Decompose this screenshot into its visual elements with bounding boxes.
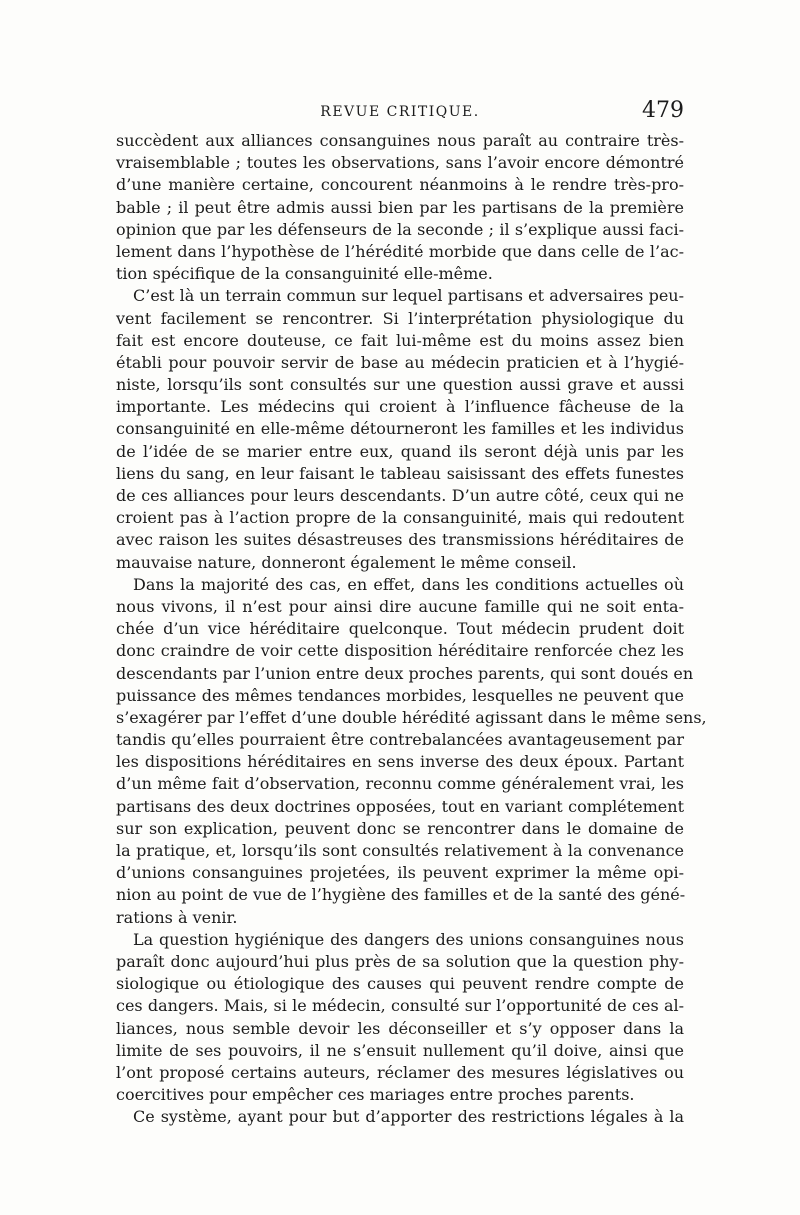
- text-line: avec raison les suites désastreuses des transmissions héréditaires de: [116, 530, 684, 550]
- text-line: fait est encore douteuse, ce fait lui-même est du moins assez bien: [116, 330, 684, 350]
- text-line: nion au point de vue de l’hygiène des familles et de la santé des géné-: [116, 885, 686, 905]
- text-line: niste, lorsqu’ils sont consultés sur une question aussi grave et aussi: [116, 375, 684, 395]
- text-line: La question hygiénique des dangers des unions consanguines nous: [133, 929, 684, 949]
- text-line: s’exagérer par l’effet d’une double hérédité agissant dans le même sens,: [116, 707, 707, 727]
- text-line: mauvaise nature, donneront également le même conseil.: [116, 552, 577, 572]
- text-line: ces dangers. Mais, si le médecin, consulté sur l’opportunité de ces al-: [116, 996, 684, 1016]
- text-line: tion spécifique de la consanguinité elle-même.: [116, 264, 493, 284]
- text-line: partisans des deux doctrines opposées, tout en variant complétement: [116, 796, 684, 816]
- text-line: vraisemblable ; toutes les observations, sans l’avoir encore démontré: [116, 153, 684, 173]
- text-line: les dispositions héréditaires en sens inverse des deux époux. Partant: [116, 752, 684, 772]
- text-line: croient pas à l’action propre de la consanguinité, mais qui redoutent: [116, 508, 684, 528]
- text-line: descendants par l’union entre deux proches parents, qui sont doués en: [116, 663, 694, 683]
- text-line: C’est là un terrain commun sur lequel partisans et adversaires peu-: [133, 286, 684, 306]
- running-head-title: REVUE CRITIQUE.: [320, 104, 480, 120]
- text-line: donc craindre de voir cette disposition héréditaire renforcée chez les: [116, 641, 684, 661]
- text-line: la pratique, et, lorsqu’ils sont consultés relativement à la convenance: [116, 841, 684, 860]
- text-line: vent facilement se rencontrer. Si l’interprétation physiologique du: [116, 308, 684, 328]
- text-line: liances, nous semble devoir les déconseiller et s’y opposer dans la: [116, 1018, 684, 1038]
- text-line: importante. Les médecins qui croient à l’influence fâcheuse de la: [116, 397, 684, 417]
- text-line: nous vivons, il n’est pour ainsi dire aucune famille qui ne soit enta-: [116, 596, 684, 616]
- text-line: l’ont proposé certains auteurs, réclamer des mesures législatives ou: [116, 1062, 684, 1082]
- paragraph: [116, 929, 684, 1107]
- text-line: Dans la majorité des cas, en effet, dans les conditions actuelles où: [133, 574, 684, 594]
- text-line: liens du sang, en leur faisant le tableau saisissant des effets funestes: [116, 463, 684, 483]
- text-line: rations à venir.: [116, 907, 238, 927]
- running-head: [116, 98, 684, 124]
- text-line: d’unions consanguines projetées, ils peuvent exprimer la même opi-: [116, 863, 684, 883]
- text-line: succèdent aux alliances consanguines nous paraît au contraire très-: [116, 131, 684, 150]
- text-line: de ces alliances pour leurs descendants. D’un autre côté, ceux qui ne: [116, 486, 684, 505]
- text-line: tandis qu’elles pourraient être contrebalancées avantageusement par: [116, 730, 684, 750]
- text-line: d’une manière certaine, concourent néanmoins à le rendre très-pro-: [116, 175, 684, 195]
- text-line: opinion que par les défenseurs de la seconde ; il s’explique aussi faci-: [116, 219, 684, 239]
- text-line: siologique ou étiologique des causes qui peuvent rendre compte de: [116, 974, 684, 994]
- text-line: de l’idée de se marier entre eux, quand ils seront déjà unis par les: [116, 441, 684, 461]
- paragraph: [116, 574, 707, 929]
- text-line: consanguinité en elle-même détourneront les familles et les individus: [116, 419, 684, 439]
- paragraph: [116, 285, 684, 573]
- text-line: limite de ses pouvoirs, il ne s’ensuit nullement qu’il doive, ainsi que: [116, 1040, 684, 1060]
- text-line: paraît donc aujourd’hui plus près de sa solution que la question phy-: [116, 951, 684, 971]
- text-line: lement dans l’hypothèse de l’hérédité morbide que dans celle de l’ac-: [116, 241, 684, 261]
- paragraph: [116, 130, 684, 285]
- text-line: chée d’un vice héréditaire quelconque. Tout médecin prudent doit: [116, 619, 684, 639]
- body-text: [116, 130, 707, 1128]
- text-line: sur son explication, peuvent donc se rencontrer dans le domaine de: [116, 818, 684, 838]
- text-line: établi pour pouvoir servir de base au médecin praticien et à l’hygié-: [116, 352, 684, 372]
- text-line: puissance des mêmes tendances morbides, lesquelles ne peuvent que: [116, 685, 684, 705]
- text-line: Ce système, ayant pour but d’apporter des restrictions légales à la: [133, 1107, 684, 1127]
- page-number: 479: [642, 98, 684, 123]
- paragraph: [116, 1106, 684, 1128]
- text-line: coercitives pour empêcher ces mariages entre proches parents.: [116, 1085, 635, 1105]
- text-line: d’un même fait d’observation, reconnu comme généralement vrai, les: [116, 774, 684, 794]
- text-line: bable ; il peut être admis aussi bien par les partisans de la première: [116, 197, 684, 217]
